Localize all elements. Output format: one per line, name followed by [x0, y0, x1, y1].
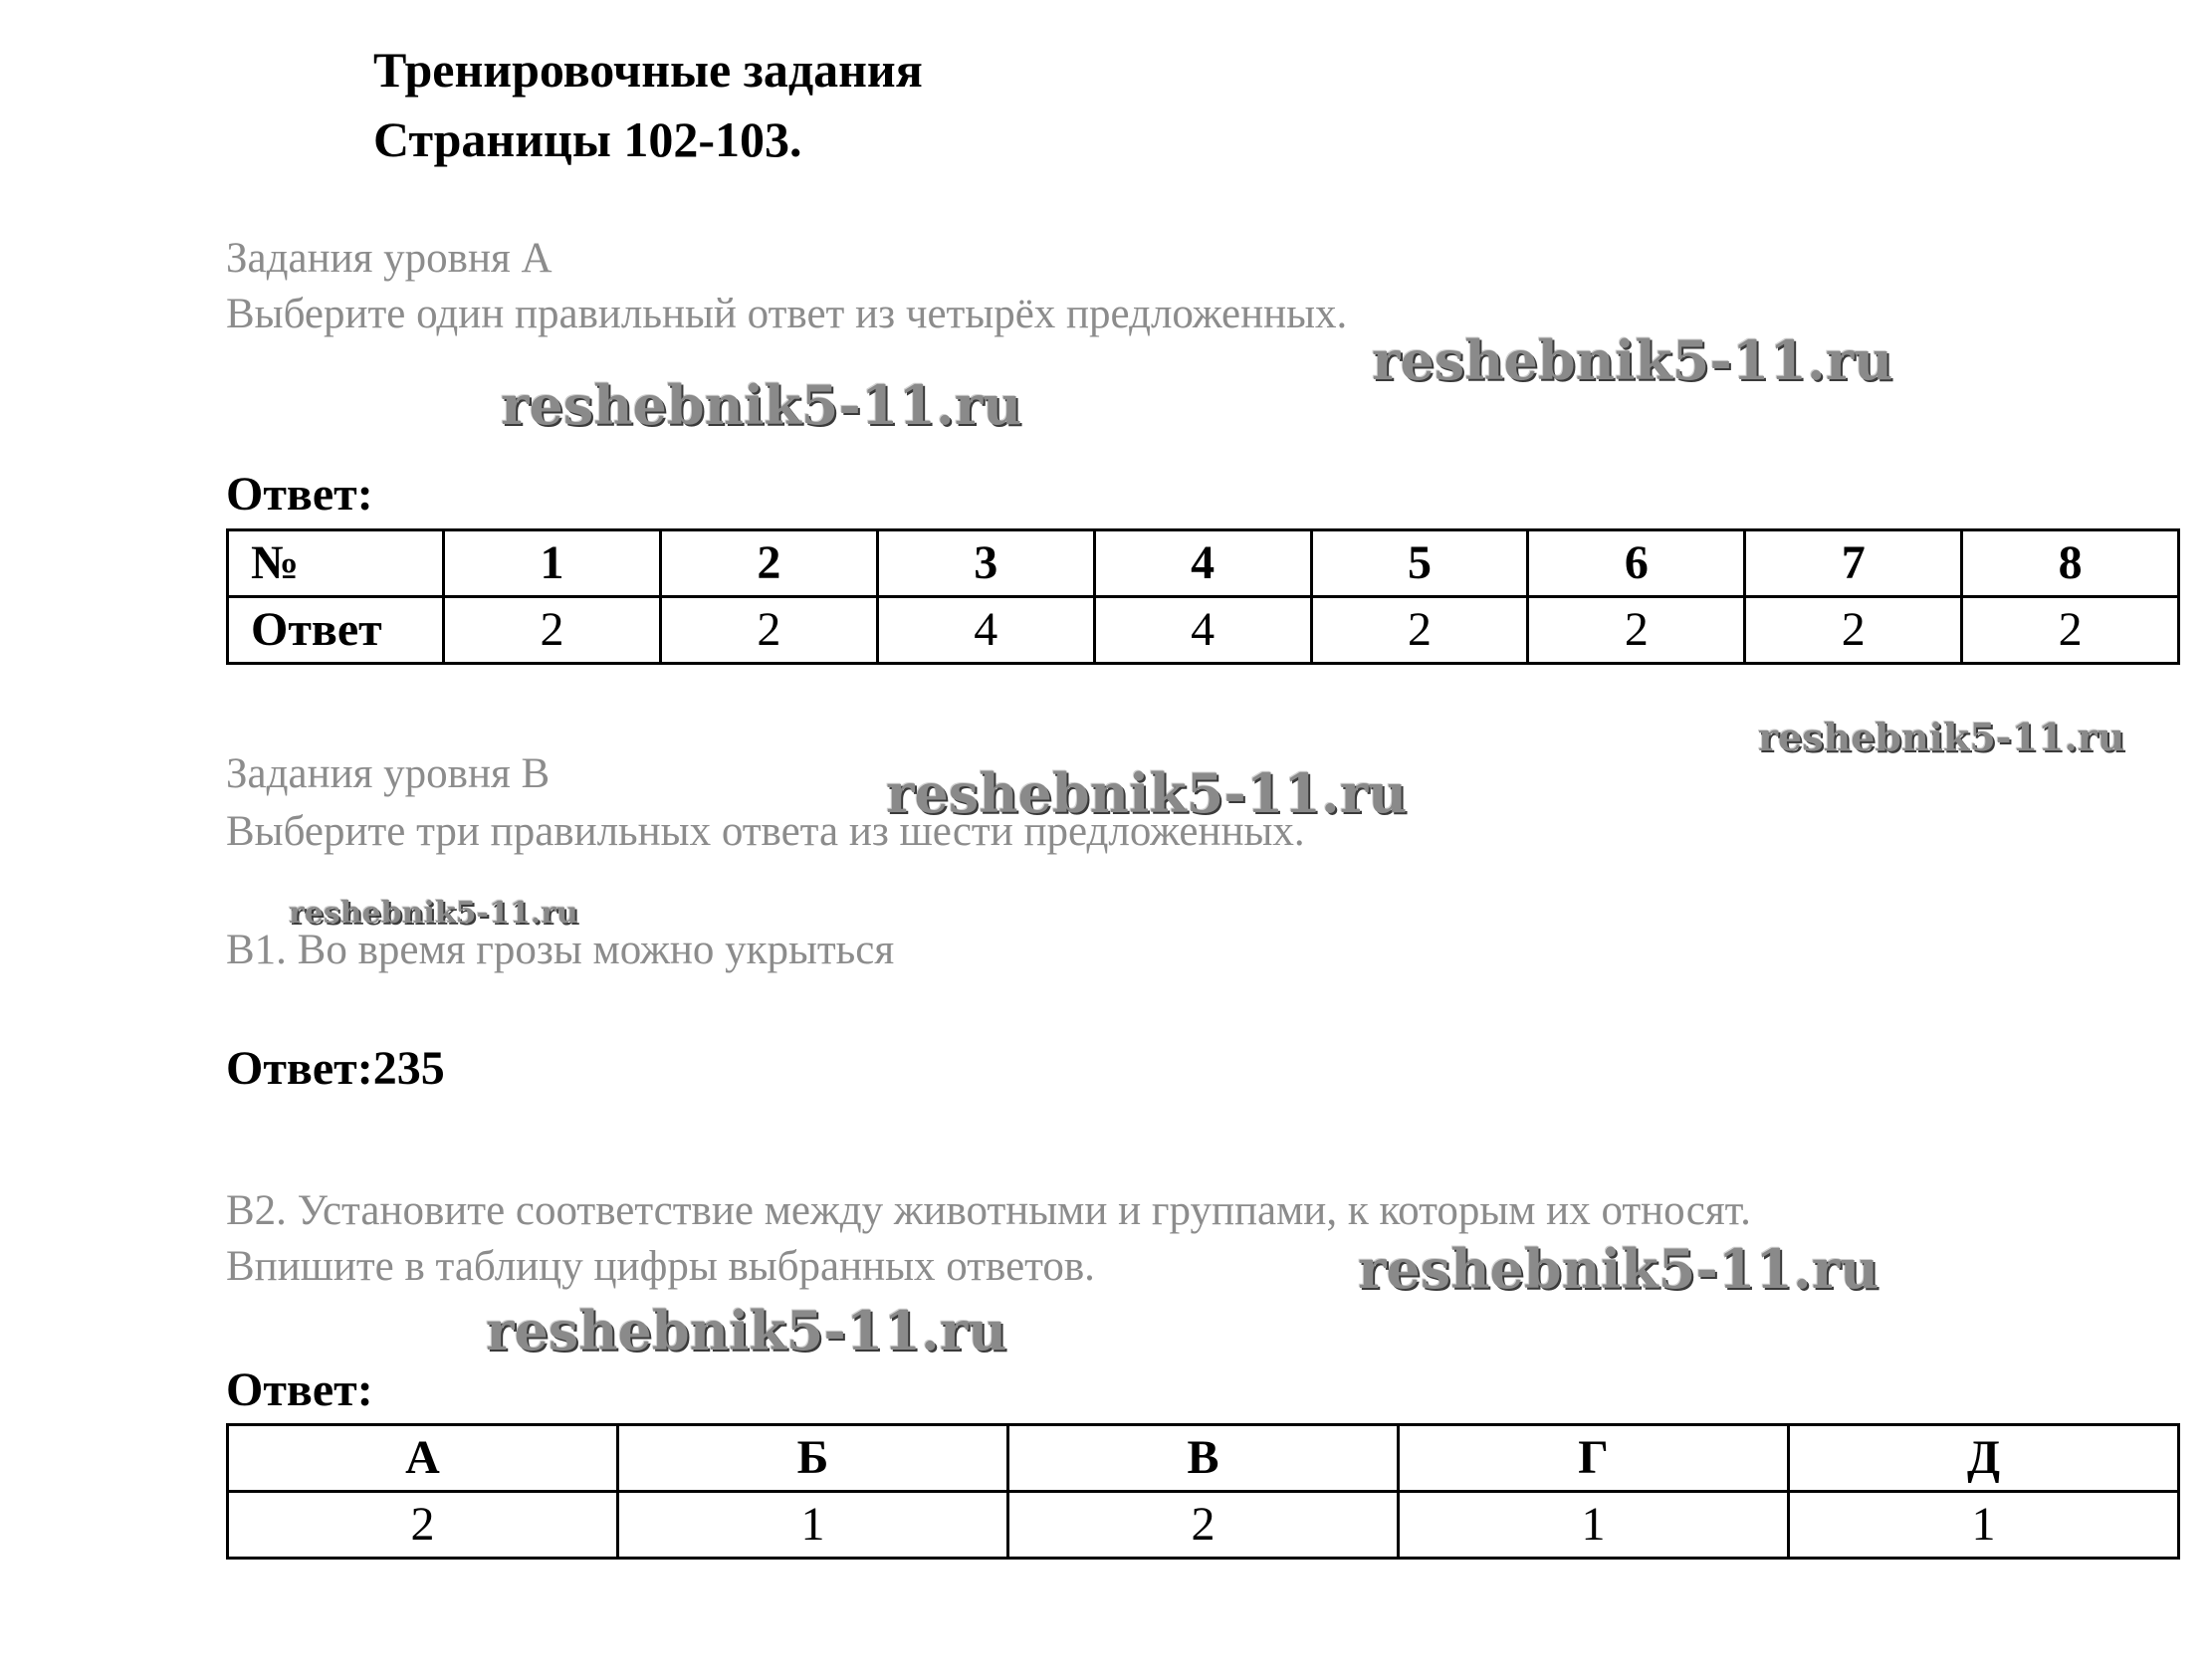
level-a-heading: Задания уровня А — [226, 235, 553, 282]
table-cell: 2 — [444, 597, 661, 664]
watermark: reshebnik5-11.ru — [1758, 715, 2125, 759]
table-cell: 2 — [1745, 597, 1962, 664]
table-cell: 4 — [877, 597, 1094, 664]
watermark: reshebnik5-11.ru — [1372, 328, 1893, 392]
table-header-cell: Б — [618, 1425, 1008, 1492]
watermark: reshebnik5-11.ru — [1358, 1237, 1880, 1301]
table-header-cell: В — [1008, 1425, 1399, 1492]
table-cell: 2 — [1008, 1492, 1399, 1559]
table-cell: 2 — [660, 597, 877, 664]
table-cell: 2 — [228, 1492, 618, 1559]
level-b-instruction: Выберите три правильных ответа из шести предложенных. — [226, 808, 1305, 855]
table-header-cell: 2 — [660, 530, 877, 597]
table-header-cell: 7 — [1745, 530, 1962, 597]
table-header-cell: Г — [1399, 1425, 1789, 1492]
table-row — [228, 1492, 2179, 1559]
b2-question-line1: В2. Установите соответствие между животными и группами, к которым их относят. — [226, 1187, 1751, 1234]
table-header-cell: 8 — [1962, 530, 2179, 597]
watermark: reshebnik5-11.ru — [289, 896, 578, 931]
table-header-cell: 6 — [1528, 530, 1745, 597]
watermark: reshebnik5-11.ru — [501, 373, 1022, 437]
table-header-cell: № — [228, 530, 444, 597]
table-cell: 1 — [1789, 1492, 2179, 1559]
level-a-instruction: Выберите один правильный ответ из четырёх предложенных. — [226, 291, 1348, 337]
b1-question: В1. Во время грозы можно укрыться — [226, 927, 895, 973]
table-header-cell: 4 — [1094, 530, 1311, 597]
table-header-cell: А — [228, 1425, 618, 1492]
watermark: reshebnik5-11.ru — [886, 761, 1408, 825]
table-row — [228, 597, 2179, 664]
table-cell: 2 — [1311, 597, 1528, 664]
table-header-cell: 3 — [877, 530, 1094, 597]
table-cell: 1 — [618, 1492, 1008, 1559]
watermark: reshebnik5-11.ru — [486, 1299, 1007, 1362]
level-a-answer-label: Ответ: — [226, 468, 373, 521]
table-header-row — [228, 530, 2179, 597]
b1-answer: Ответ:235 — [226, 1042, 445, 1095]
level-b-answer-label: Ответ: — [226, 1363, 373, 1416]
page-title-line1: Тренировочные задания — [373, 42, 923, 98]
page-title-line2: Страницы 102-103. — [373, 111, 802, 167]
table-header-cell: 1 — [444, 530, 661, 597]
table-cell: 2 — [1962, 597, 2179, 664]
b2-question-line2: Впишите в таблицу цифры выбранных ответов. — [226, 1243, 1095, 1290]
level-a-answer-table — [226, 528, 2180, 665]
table-header-cell: Д — [1789, 1425, 2179, 1492]
b2-answer-table — [226, 1423, 2180, 1560]
table-header-cell: 5 — [1311, 530, 1528, 597]
table-header-row — [228, 1425, 2179, 1492]
table-cell: 2 — [1528, 597, 1745, 664]
table-row-label: Ответ — [228, 597, 444, 664]
table-cell: 4 — [1094, 597, 1311, 664]
table-cell: 1 — [1399, 1492, 1789, 1559]
level-b-heading: Задания уровня В — [226, 750, 551, 797]
